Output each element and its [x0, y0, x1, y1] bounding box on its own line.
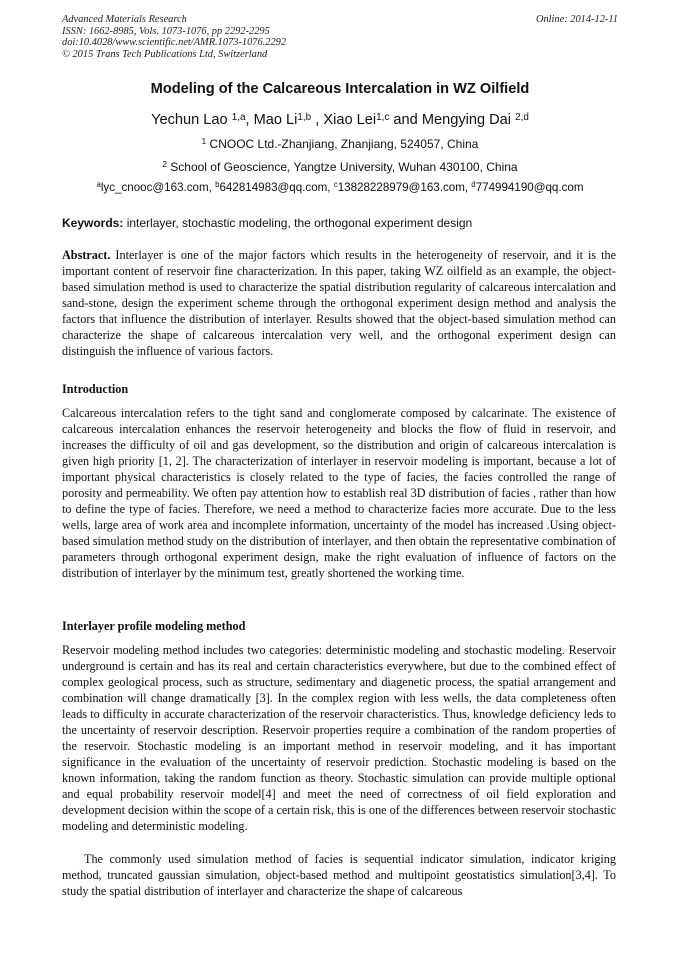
journal-header [62, 14, 618, 60]
affiliation-text: CNOOC Ltd.-Zhanjiang, Zhanjiang, 524057, China [206, 137, 479, 151]
author-name: Yechun Lao [151, 112, 232, 128]
journal-name: Advanced Materials Research [62, 14, 187, 25]
author-affiliation-mark: 2,d [515, 111, 529, 123]
abstract-label: Abstract. [62, 248, 111, 262]
online-date: Online: 2014-12-11 [535, 14, 618, 25]
author-affiliation-mark: 1,c [376, 111, 390, 123]
email-mark: d [471, 180, 476, 190]
interlayer-paragraph-1: Reservoir modeling method includes two categories: deterministic modeling and stochastic modeling. Reservoir underground is certain and has its real and certain characteristics everywhere, but due to the combined effect of complex geological process, such as structure, sedimentary and diagenetic process, the spatial arrangement and combination will change dramatically [3]. In the complex region with less wells, the data completeness often leads to difficulty in accurate characterization of the reservoir characteristics. Thus, knowledge deficiency leds to the uncertainty of reservoir description. Reservoir properties require a combination of the random properties of the reservoir. Stochastic modeling is an important method in reservoir modeling, and it has important significance in the evaluation of the uncertainty of reservoir prediction. Stochastic modeling is based on the known information, taking the random function as theory. Stochastic simulation can provide multiple optional and equal probability reservoir model[4] and meet the need of correctness of oil field exploration and development decision within the scope of a certain risk, this is one of the differences between reservoir stochastic modeling and deterministic modeling. [62, 643, 616, 833]
email-mark: a [96, 180, 101, 190]
author-name: Mengying Dai [421, 112, 516, 128]
paper-title: Modeling of the Calcareous Intercalation in WZ Oilfield [150, 81, 530, 97]
email-mark: b [215, 180, 220, 190]
affiliation-mark: 1 [201, 137, 207, 147]
section-heading-interlayer-modeling: Interlayer profile modeling method [62, 619, 246, 633]
interlayer-paragraph-2: The commonly used simulation method of facies is sequential indicator simulation, indicator kriging method, truncated gaussian simulation, object-based method and multipoint geostatistics simulation[3,4]. To study the spatial distribution of interlayer and characterize the shape of calcareous [62, 852, 616, 898]
keywords-label: Keywords: [62, 216, 124, 230]
keywords [62, 216, 618, 230]
author-affiliation-mark: 1,b [297, 111, 312, 123]
email-address: 13828228979@163.com, [337, 181, 472, 194]
author-list [62, 112, 618, 128]
abstract-text: Interlayer is one of the major factors which results in the heterogeneity of reservoir, and it is the important content of reservoir fine characterization. In this paper, taking WZ oilfield as an example, the object-based simulation method is used to characterize the spatial distribution regularity of calcareous intercalation and sand-stone, design the experiment scheme through the orthogonal experiment design method and analysis the factors that influence the distribution of interlayer. Results showed that the object-based simulation method can characterize the shape of calcareous intercalation very well, and the orthogonal experiment design can distinguish the influence of various factors. [62, 248, 616, 358]
author-separator: and [389, 112, 422, 128]
author-affiliation-mark: 1,a [231, 111, 246, 123]
email-address: 774994190@qq.com [475, 181, 584, 194]
author-separator: , [311, 112, 324, 128]
copyright-line: © 2015 Trans Tech Publications Ltd, Switzerland [62, 48, 268, 60]
affiliation-1 [62, 137, 618, 151]
keywords-text: interlayer, stochastic modeling, the orthogonal experiment design [123, 216, 473, 230]
email-address: 642814983@qq.com, [219, 181, 334, 194]
author-name: Xiao Lei [323, 112, 377, 128]
affiliation-mark: 2 [162, 160, 167, 170]
issn-line: ISSN: 1662-8985, Vols. 1073-1076, pp 2292-2295 [62, 25, 270, 37]
email-mark: c [333, 180, 338, 190]
author-separator: , [245, 112, 254, 128]
author-name: Mao Li [253, 112, 298, 128]
affiliation-2 [62, 160, 618, 174]
doi-line: doi:10.4028/www.scientific.net/AMR.1073-1076.2292 [62, 37, 287, 49]
affiliation-text: School of Geoscience, Yangtze University, Wuhan 430100, China [166, 160, 518, 174]
section-heading-introduction: Introduction [62, 382, 129, 396]
email-address: lyc_cnooc@163.com, [100, 181, 216, 194]
introduction-paragraph: Calcareous intercalation refers to the tight sand and conglomerate composed by calcarinate. The existence of calcareous intercalation enhances the reservoir heterogeneity and blocks the flow of fluid in reservoir, and increases the difficulty of oil and gas development, so the distribution and origin of calcareous intercalation is given high priority [1, 2]. The characterization of interlayer in reservoir modeling is important, because a lot of important physical characteristics is closely related to the type of facies, the facies controlled the range of porosity and permeability. We often pay attention how to establish real 3D distribution of facies , rather than how to define the type of facies. Therefore, we need a method to characterize facies more accurate. Due to the less wells, large area of work area and incomplete information, uncertainty of the model has increased .Using object-based simulation method study on the distribution of interlayer, and then obtain the representative combination of parameters through orthogonal experiment design, make the right evaluation of influence of factors on the distribution of interlayer by the minimum test, greatly shortened the working time. [62, 406, 616, 580]
abstract [62, 247, 616, 359]
email-list [62, 181, 618, 194]
